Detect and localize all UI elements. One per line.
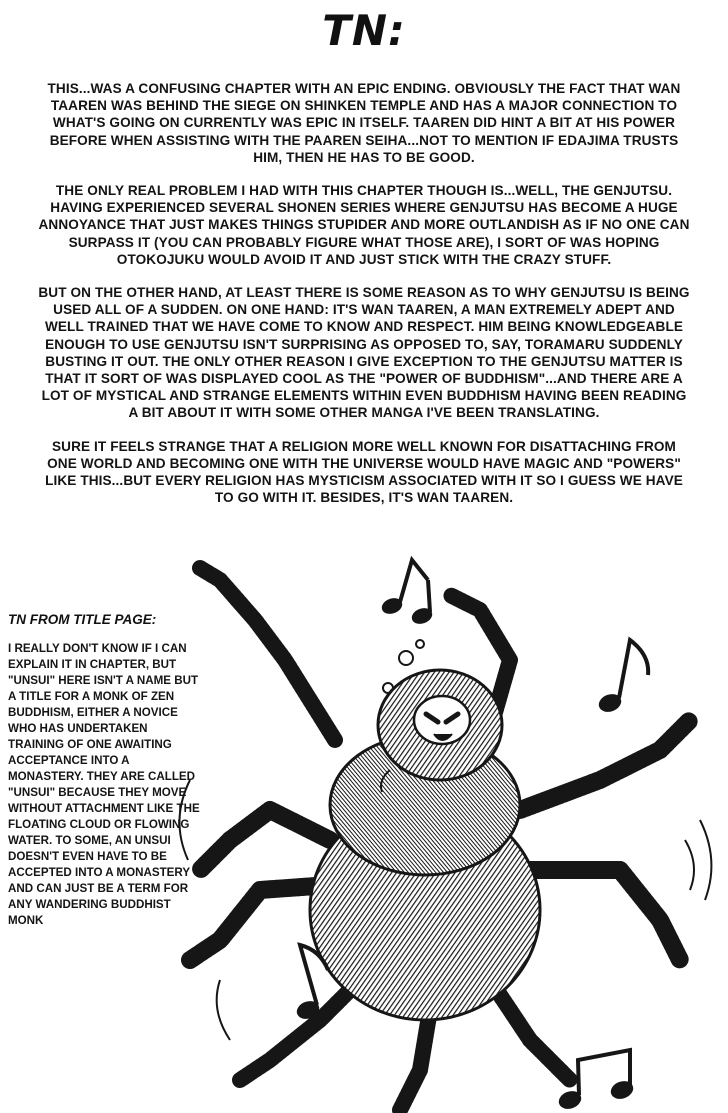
spider-illustration bbox=[160, 540, 728, 1113]
title-page-note-heading: TN FROM TITLE PAGE: bbox=[8, 612, 157, 627]
translator-notes bbox=[38, 80, 690, 522]
music-note-icon bbox=[597, 640, 648, 714]
spider-head bbox=[378, 670, 502, 780]
note-paragraph: THIS...WAS A CONFUSING CHAPTER WITH AN EPIC ENDING. OBVIOUSLY THE FACT THAT WAN TAAREN WAS BEHIND THE SIEGE ON SHINKEN TEMPLE AND HAS A MAJOR CONNECTION TO WHAT'S GOING ON CURRENTLY WAS EPIC IN ITSELF. TAAREN DID HINT A BIT AT HIS POWER BEFORE WHEN ASSISTING WITH THE PAAREN SEIHA...NOT TO MENTION IF EDAJIMA TRUSTS HIM, THEN HE HAS TO BE GOOD. bbox=[47, 81, 681, 165]
music-note-icon bbox=[380, 560, 434, 626]
page-title: TN: bbox=[322, 6, 406, 55]
note-paragraph: BUT ON THE OTHER HAND, AT LEAST THERE IS SOME REASON AS TO WHY GENJUTSU IS BEING USED ALL OF A SUDDEN. ON ONE HAND: IT'S WAN TAAREN, A MAN EXTREMELY ADEPT AND WELL TRAINED THAT WE HAVE COME TO KNOW AND RESPECT. HIM BEING KNOWLEDGEABLE ENOUGH TO USE GENJUTSU ISN'T SURPRISING AS OPPOSED TO, SAY, TORAMARU SUDDENLY BUSTING IT OUT. THE ONLY OTHER REASON I GIVE EXCEPTION TO THE GENJUTSU MATTER IS THAT IT SORT OF WAS DISPLAYED COOL AS THE "POWER OF BUDDHISM"...AND THERE ARE A LOT OF MYSTICAL AND STRANGE ELEMENTS WITHIN EVEN BUDDHISM HAVING BEEN READING A BIT ABOUT IT WITH SOME OTHER MANGA I'VE BEEN TRANSLATING. bbox=[38, 285, 690, 421]
note-paragraph: THE ONLY REAL PROBLEM I HAD WITH THIS CHAPTER THOUGH IS...WELL, THE GENJUTSU. HAVING EXPERIENCED SEVERAL SHONEN SERIES WHERE GENJUTSU HAS BECOME A HUGE ANNOYANCE THAT JUST MAKES THINGS STUPIDER AND MORE OUTLANDISH AS IF NO ONE CAN SURPASS IT (YOU CAN PROBABLY FIGURE WHAT THOSE ARE), I SORT OF WAS HOPING OTOKOJUKU WOULD AVOID IT AND JUST STICK WITH THE CRAZY STUFF. bbox=[38, 183, 690, 267]
title-page-note-body: I REALLY DON'T KNOW IF I CAN EXPLAIN IT IN CHAPTER, BUT "UNSUI" HERE ISN'T A NAME BUT A TITLE FOR A MONK OF ZEN BUDDHISM, EITHER A NOVICE WHO HAS UNDERTAKEN TRAINING OF ONE AWAITING ACCEPTANCE INTO A MONASTERY. THEY ARE CALLED "UNSUI" BECAUSE THEY MOVE WITHOUT ATTACHMENT LIKE THE FLOATING CLOUD OR FLOWING WATER. TO SOME, AN UNSUI DOESN'T EVEN HAVE TO BE ACCEPTED INTO A MONASTERY AND CAN JUST BE A TERM FOR ANY WANDERING BUDDHIST MONK bbox=[8, 642, 200, 927]
note-paragraph: SURE IT FEELS STRANGE THAT A RELIGION MORE WELL KNOWN FOR DISATTACHING FROM ONE WORLD AND BECOMING ONE WITH THE UNIVERSE WOULD HAVE MAGIC AND "POWERS" LIKE THIS...BUT EVERY RELIGION HAS MYSTICISM ASSOCIATED WITH IT SO I GUESS WE HAVE TO GO WITH IT. BESIDES, IT'S WAN TAAREN. bbox=[45, 438, 683, 506]
